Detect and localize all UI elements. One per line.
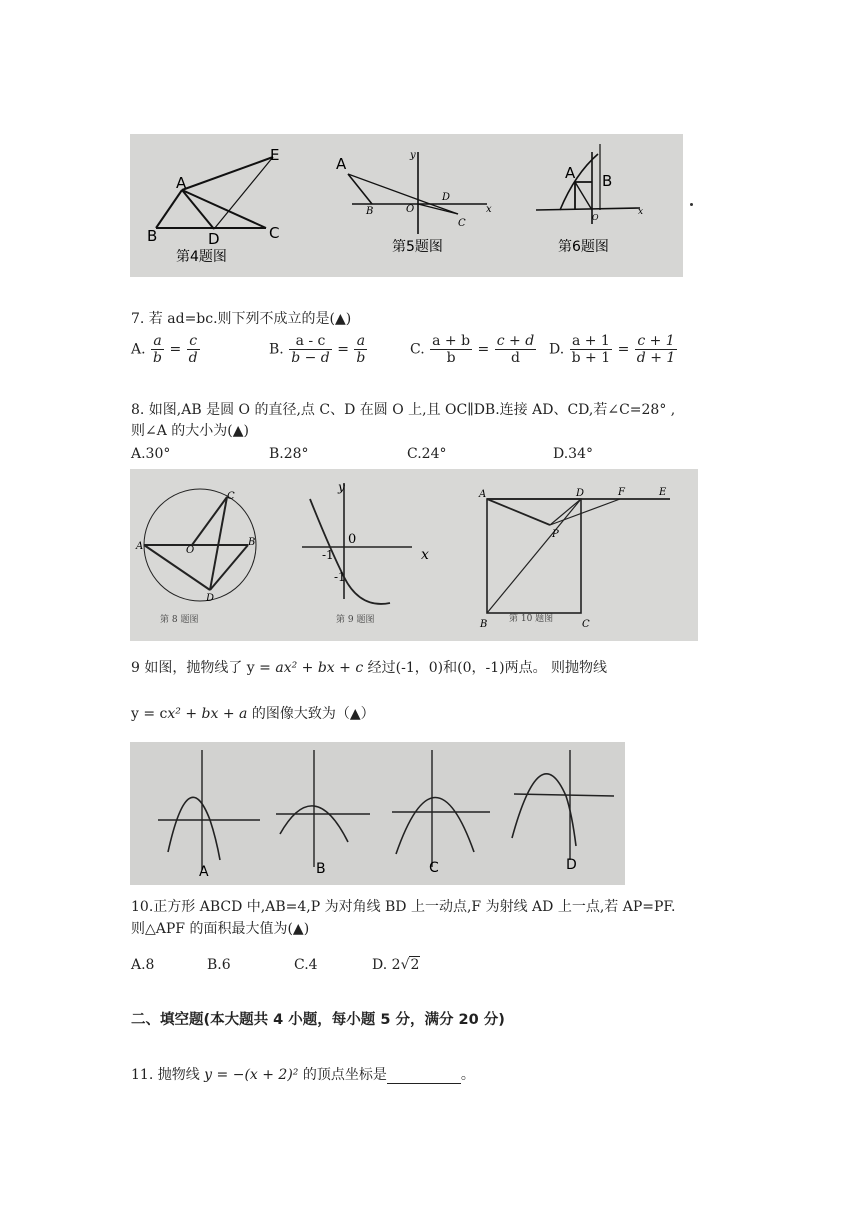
fig9-x-axis: x — [421, 547, 429, 563]
q11-prefix: 11. 抛物线 — [131, 1067, 205, 1083]
q7-b-left-frac — [289, 333, 332, 366]
q9-line-1 — [131, 659, 607, 677]
q8-option-d: D.34° — [553, 446, 593, 462]
q7-a-right-numerator: c — [187, 333, 200, 350]
figures-8-9-10-svg — [130, 469, 698, 641]
q7-c-right-frac — [495, 333, 536, 366]
q7-option-d-label: D. — [549, 341, 565, 358]
q7-c-right-denominator: d — [510, 350, 520, 366]
q8-option-b: B.28° — [269, 446, 309, 462]
fig5-caption: 第5题图 — [392, 239, 443, 255]
q7-a-right-frac — [187, 333, 200, 366]
fig10-point-P: P — [552, 529, 559, 540]
q10-option-d: D. 2√2 — [372, 957, 420, 973]
q7-b-right-numerator: a — [354, 333, 367, 350]
fig8-caption: 第 8 题图 — [160, 615, 199, 625]
fig6-x-axis: x — [638, 207, 644, 217]
q7-c-left-numerator: a + b — [432, 333, 471, 349]
fig5-y-axis: y — [410, 150, 416, 161]
fig9-y-axis: y — [338, 480, 345, 494]
q10-option-d-coefficient: 2 — [391, 957, 401, 973]
q7-options — [131, 333, 691, 373]
q9-graph-a-label: A — [199, 864, 209, 880]
fig5-origin: O — [406, 204, 415, 215]
q7-a-left-frac — [151, 333, 164, 366]
figures-4-5-6-svg — [130, 134, 683, 277]
fig6-point-B: B — [602, 172, 613, 190]
q9-line-2-prefix: y = c — [131, 706, 168, 722]
q9-line-2-formula: x² + bx + a — [167, 706, 248, 722]
q9-graph-d-label: D — [566, 857, 577, 873]
q8-option-a: A.30° — [131, 446, 171, 462]
fig6-point-A: A — [565, 164, 576, 182]
figure-strip-8-9-10 — [130, 469, 698, 641]
q11-answer-blank[interactable] — [387, 1069, 461, 1084]
q7-option-a: A. $\frac{a}{b}$ = $\frac{c}{d}$ — [131, 333, 198, 366]
q7-d-left-frac — [570, 333, 613, 366]
q10-option-a: A.8 — [131, 957, 155, 973]
q8-line-1: 8. 如图,AB 是圆 O 的直径,点 C、D 在圆 O 上,且 OC∥DB.连接 AD、CD,若∠C=28° , — [131, 402, 676, 418]
q9-line-1-suffix: 经过(-1，0)和(0，-1)两点。 则抛物线 — [363, 660, 608, 676]
fig6-caption: 第6题图 — [558, 239, 609, 255]
fig4-point-D: D — [208, 230, 220, 248]
fig4-point-E: E — [270, 146, 280, 164]
q7-b-left-numerator: a - c — [289, 333, 332, 350]
q10-option-d-radicand: 2 — [410, 957, 420, 973]
q7-d-left-numerator: a + 1 — [570, 333, 613, 350]
q7-option-c-label: C. — [410, 341, 425, 358]
fig9-caption: 第 9 题图 — [336, 615, 375, 625]
fig9-minus-one-y: -1 — [334, 570, 346, 584]
fig8-point-O: O — [186, 545, 195, 556]
figure-strip-4-5-6 — [130, 134, 683, 277]
q7-d-right-denominator: d + 1 — [636, 350, 676, 366]
q9-options-svg — [130, 742, 625, 885]
fig5-x-axis: x — [486, 204, 492, 215]
section-2-title: 二、填空题(本大题共 4 小题，每小题 5 分，满分 20 分) — [131, 1012, 505, 1028]
q9-line-2 — [131, 705, 375, 723]
q7-d-right-frac — [635, 333, 678, 366]
q7-a-right-denominator: d — [188, 350, 198, 366]
q7-b-left-denominator: b − d — [291, 350, 330, 366]
fig9-origin: 0 — [348, 532, 357, 547]
fig5-point-A: A — [336, 155, 347, 173]
q7-option-c: C. $\frac{a + b}{b}$ = $\frac{c + d}{d}$ — [410, 333, 535, 366]
q9-graph-c-label: C — [429, 860, 439, 876]
fig10-caption: 第 10 题图 — [509, 614, 554, 624]
q11-end: 。 — [460, 1067, 475, 1083]
q10-option-b: B.6 — [207, 957, 231, 973]
fig4-caption: 第4题图 — [176, 249, 227, 265]
q10-line-2: 则△APF 的面积最大值为(▲) — [131, 921, 310, 937]
q7-option-a-label: A. — [131, 341, 146, 358]
fig4-point-A: A — [176, 174, 187, 192]
q10-option-c: C.4 — [294, 957, 318, 973]
fig6-origin: O — [592, 213, 599, 222]
q7-c-right-numerator: c + d — [496, 333, 535, 349]
fig10-point-A: A — [479, 489, 487, 500]
q9-line-1-formula: ax² + bx + c — [275, 660, 364, 676]
fig8-point-D: D — [206, 593, 215, 604]
fig10-point-C: C — [582, 619, 590, 630]
q11 — [131, 1066, 475, 1084]
q8-option-c: C.24° — [407, 446, 447, 462]
fig10-point-D: D — [576, 488, 585, 499]
fig8-point-C: C — [227, 491, 235, 502]
q8-line-2: 则∠A 的大小为(▲) — [131, 423, 249, 439]
fig10-point-B: B — [480, 619, 488, 630]
fig5-point-C: C — [458, 218, 466, 229]
q10-line-1: 10.正方形 ABCD 中,AB=4,P 为对角线 BD 上一动点,F 为射线 AD 上一点,若 AP=PF. — [131, 899, 676, 915]
q9-graph-b-label: B — [316, 861, 326, 877]
fig5-point-B: B — [366, 206, 374, 217]
q7-option-b: B. $\frac{a - c}{b - d}$ = $\frac{a}{b}$ — [269, 333, 366, 366]
fig10-point-E: E — [659, 487, 667, 498]
q7-b-right-denominator: b — [356, 350, 366, 366]
q7-c-left-frac — [430, 333, 472, 366]
q7-b-right-frac — [354, 333, 367, 366]
q9-line-1-prefix: 9 如图，抛物线了 y = — [131, 660, 276, 676]
q9-line-2-suffix: 的图像大致为（▲） — [247, 706, 375, 722]
q11-suffix: 的顶点坐标是 — [298, 1067, 387, 1083]
q7-a-left-denominator: b — [153, 350, 162, 366]
q7-option-d: D. $\frac{a + 1}{b + 1}$ = $\frac{c + 1}{d + 1}$ — [549, 333, 676, 366]
q7-a-left-numerator: a — [151, 333, 164, 350]
q7-d-right-numerator: c + 1 — [635, 333, 678, 350]
fig4-point-B: B — [147, 227, 158, 245]
fig4-point-C: C — [269, 224, 280, 242]
q10-option-d-label: D. — [372, 957, 388, 973]
fig8-point-A: A — [136, 541, 144, 552]
fig8-point-B: B — [248, 537, 256, 548]
q7-stem: 7. 若 ad=bc.则下列不成立的是(▲) — [131, 311, 352, 327]
fig5-point-D: D — [442, 192, 451, 203]
figure-strip-q9-options — [130, 742, 625, 885]
q7-c-left-denominator: b — [446, 350, 456, 366]
q7-option-b-label: B. — [269, 341, 284, 358]
stray-dot — [690, 203, 693, 206]
q7-d-left-denominator: b + 1 — [571, 350, 611, 366]
fig10-point-F: F — [618, 487, 625, 498]
q11-formula: y = −(x + 2)² — [204, 1067, 299, 1083]
fig9-minus-one-x: -1 — [322, 548, 334, 562]
